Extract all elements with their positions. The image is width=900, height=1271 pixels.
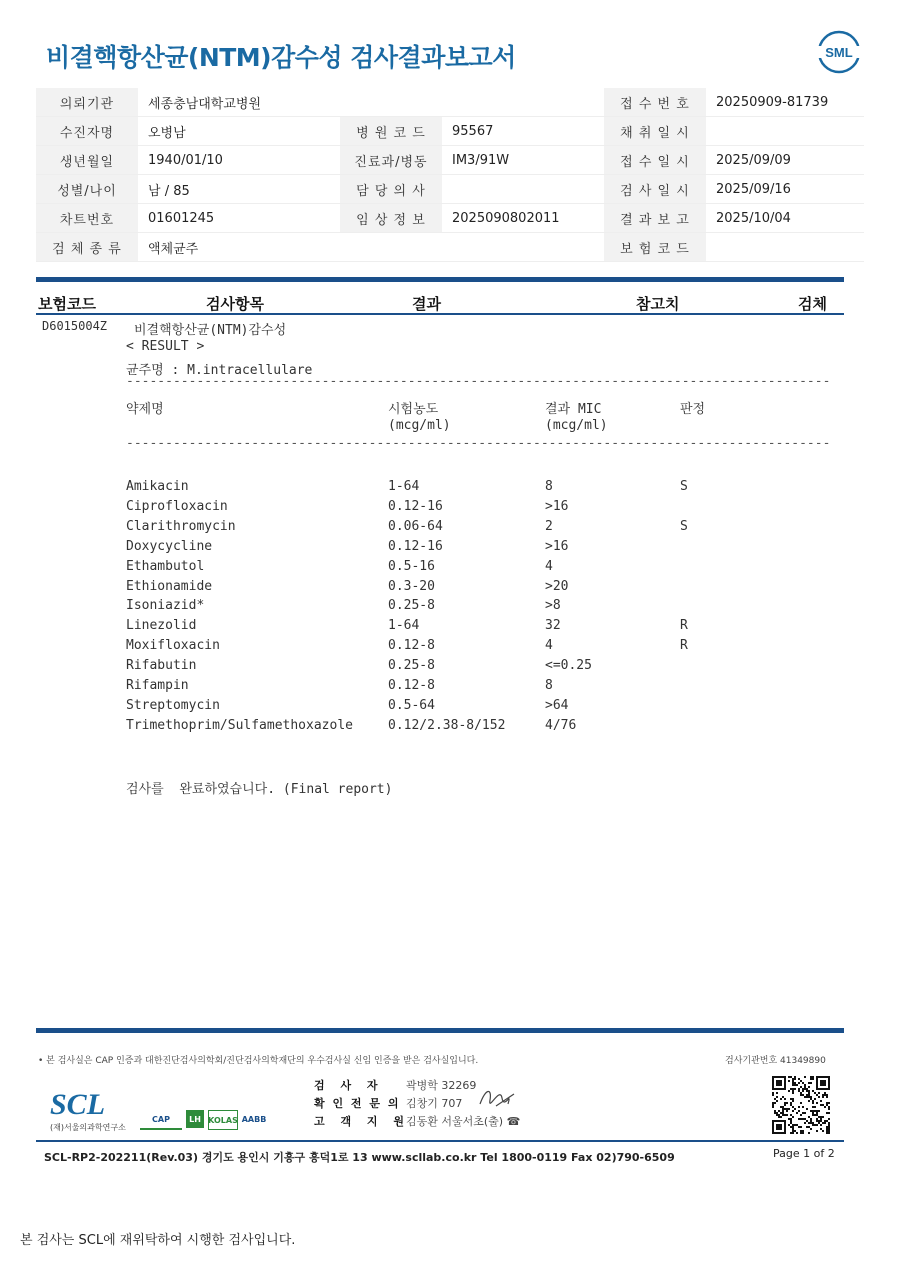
drug-name: Isoniazid* (126, 598, 205, 614)
signer-label: 검 사 자 (314, 1079, 384, 1092)
value-collection-date (706, 117, 864, 146)
qr-code (772, 1076, 830, 1134)
drug-mic: >16 (545, 538, 569, 554)
col-result: 결과 (412, 295, 441, 313)
drug-row (0, 638, 900, 656)
drug-row (0, 658, 900, 676)
section-divider (36, 277, 844, 282)
result-tag: < RESULT > (126, 339, 205, 354)
value-receipt-date: 2025/09/09 (706, 146, 864, 175)
drug-name: Streptomycin (126, 697, 220, 713)
drug-row (0, 718, 900, 736)
header-underline (36, 313, 844, 315)
result-code: D6015004Z (42, 319, 108, 333)
page-title: 비결핵항산균(NTM)감수성 검사결과보고서 (46, 43, 516, 72)
value-test-date: 2025/09/16 (706, 175, 864, 204)
value-insurance (706, 233, 864, 262)
drug-range: 0.06-64 (388, 518, 443, 534)
label-birth: 생년월일 (36, 146, 138, 175)
drug-range: 0.12-8 (388, 638, 435, 654)
value-report: 2025/10/04 (706, 204, 864, 233)
support-label: 고 객 지 원 (314, 1115, 410, 1128)
value-hospital-code: 95567 (442, 117, 604, 146)
drug-name: Doxycycline (126, 538, 213, 554)
sml-logo (817, 30, 861, 74)
label-receipt-number: 접 수 번 호 (604, 88, 706, 117)
label-clinical: 임 상 정 보 (340, 204, 442, 233)
scl-logo-text: SCL (50, 1088, 106, 1121)
drug-range: 0.25-8 (388, 658, 435, 674)
drug-name: Rifampin (126, 678, 189, 693)
drug-row (0, 479, 900, 497)
drug-interp: S (680, 518, 688, 534)
drug-mic: 4/76 (545, 717, 577, 733)
agency-number: 검사기관번호 41349890 (725, 1056, 826, 1066)
lh-badge: LH (186, 1110, 204, 1128)
drug-name: Moxifloxacin (126, 638, 220, 654)
drug-mic: >20 (545, 578, 569, 594)
drug-mic: >8 (545, 598, 561, 614)
cap-badge: CAP (140, 1110, 182, 1130)
drug-name: Clarithromycin (126, 518, 236, 534)
drug-header: 약제명 (126, 402, 164, 417)
scl-logo (50, 1088, 126, 1133)
drug-interp: R (680, 618, 688, 634)
cert-badges (140, 1110, 266, 1130)
label-patient: 수진자명 (36, 117, 138, 146)
value-chart: 01601245 (138, 204, 340, 233)
col-test-item: 검사항목 (206, 295, 264, 313)
drug-range: 1-64 (388, 618, 420, 634)
drug-row (0, 598, 900, 616)
drug-name: Ethambutol (126, 558, 205, 574)
signer-value: 곽병학 32269 (406, 1079, 477, 1092)
value-doctor (442, 175, 604, 204)
label-doctor: 담 당 의 사 (340, 175, 442, 204)
drug-row (0, 618, 900, 636)
mic-header-2: (mcg/ml) (545, 418, 608, 433)
footer-line (36, 1140, 844, 1142)
final-note: 검사를 완료하였습니다. (Final report) (126, 782, 393, 797)
drug-row (0, 698, 900, 716)
sml-logo-text: SML (825, 45, 853, 60)
drug-mic: 32 (545, 618, 561, 634)
label-insurance: 보 험 코 드 (604, 233, 706, 262)
value-birth: 1940/01/10 (138, 146, 340, 175)
drug-name: Ethionamide (126, 578, 213, 594)
drug-mic: >16 (545, 498, 569, 514)
interp-header: 판정 (680, 402, 706, 417)
drug-range: 0.12-8 (388, 678, 435, 693)
drug-interp: S (680, 479, 688, 494)
result-test-name: 비결핵항산균(NTM)감수성 (134, 323, 287, 338)
kolas-badge: KOLAS (208, 1110, 238, 1130)
drug-row (0, 499, 900, 517)
label-sex-age: 성별/나이 (36, 175, 138, 204)
value-specimen: 액체균주 (138, 233, 604, 262)
dash-line-top: ------------------------------------------------------------------------------------------ (126, 374, 831, 389)
drug-mic: <=0.25 (545, 658, 592, 674)
drug-mic: 8 (545, 678, 553, 693)
drug-range: 0.12-16 (388, 538, 443, 554)
drug-name: Amikacin (126, 479, 189, 494)
drug-row (0, 559, 900, 577)
signature-image (478, 1084, 518, 1114)
drug-range: 0.12/2.38-8/152 (388, 717, 506, 733)
drug-mic: >64 (545, 697, 569, 713)
col-reference: 참고치 (636, 295, 680, 313)
value-sex-age: 남 / 85 (138, 175, 340, 204)
lab-name: (재)서울의과학연구소 (50, 1123, 126, 1132)
confirm-label: 확 인 전 문 의 (314, 1097, 401, 1110)
drug-range: 1-64 (388, 479, 420, 494)
drug-range: 0.25-8 (388, 598, 435, 614)
value-clinical: 2025090802011 (442, 204, 604, 233)
label-receipt-date: 접 수 일 시 (604, 146, 706, 175)
label-collection-date: 채 취 일 시 (604, 117, 706, 146)
drug-row (0, 678, 900, 696)
drug-row (0, 539, 900, 557)
value-receipt-number: 20250909-81739 (706, 88, 864, 117)
label-report: 결 과 보 고 (604, 204, 706, 233)
drug-name: Ciprofloxacin (126, 498, 228, 514)
address-line: SCL-RP2-202211(Rev.03) 경기도 용인시 기흥구 흥덕1로 13 www.scllab.co.kr Tel 1800-0119 Fax 02)790-6509 (44, 1151, 675, 1164)
drug-mic: 4 (545, 638, 553, 654)
drug-name: Rifabutin (126, 658, 197, 674)
aabb-badge: AABB (241, 1114, 267, 1124)
label-test-date: 검 사 일 시 (604, 175, 706, 204)
drug-row (0, 579, 900, 597)
value-requesting-institution: 세종충남대학교병원 (138, 88, 604, 117)
range-header-1: 시험농도 (388, 402, 439, 417)
label-specimen: 검 체 종 류 (36, 233, 138, 262)
label-requesting-institution: 의뢰기관 (36, 88, 138, 117)
mic-header-1: 결과 MIC (545, 402, 602, 417)
patient-info-table (36, 88, 864, 262)
drug-range: 0.5-16 (388, 558, 435, 574)
cert-note: • 본 검사실은 CAP 인증과 대한진단검사의학회/진단검사의학재단의 우수검사실 신임 인증을 받은 검사실입니다. (38, 1056, 479, 1066)
drug-mic: 8 (545, 479, 553, 494)
drug-row (0, 519, 900, 537)
col-specimen: 검체 (798, 295, 827, 313)
footer-divider (36, 1028, 844, 1033)
range-header-2: (mcg/ml) (388, 418, 451, 433)
label-chart: 차트번호 (36, 204, 138, 233)
drug-range: 0.5-64 (388, 697, 435, 713)
drug-mic: 4 (545, 558, 553, 574)
value-patient: 오병남 (138, 117, 340, 146)
support-value: 김동환 서울서초(출) ☎ (406, 1115, 521, 1128)
dash-line-bottom: ------------------------------------------------------------------------------------------ (126, 436, 831, 451)
drug-interp: R (680, 638, 688, 654)
organism-name: 균주명 : M.intracellulare (126, 363, 313, 378)
value-department: IM3/91W (442, 146, 604, 175)
consignment-note: 본 검사는 SCL에 재위탁하여 시행한 검사입니다. (20, 1233, 296, 1248)
col-insurance-code: 보험코드 (38, 295, 96, 313)
confirm-value: 김창기 707 (406, 1097, 463, 1110)
page-number: Page 1 of 2 (773, 1147, 835, 1160)
label-department: 진료과/병동 (340, 146, 442, 175)
drug-range: 0.12-16 (388, 498, 443, 514)
label-hospital-code: 병 원 코 드 (340, 117, 442, 146)
drug-name: Linezolid (126, 618, 197, 634)
drug-mic: 2 (545, 518, 553, 534)
drug-range: 0.3-20 (388, 578, 435, 594)
drug-name: Trimethoprim/Sulfamethoxazole (126, 717, 353, 733)
